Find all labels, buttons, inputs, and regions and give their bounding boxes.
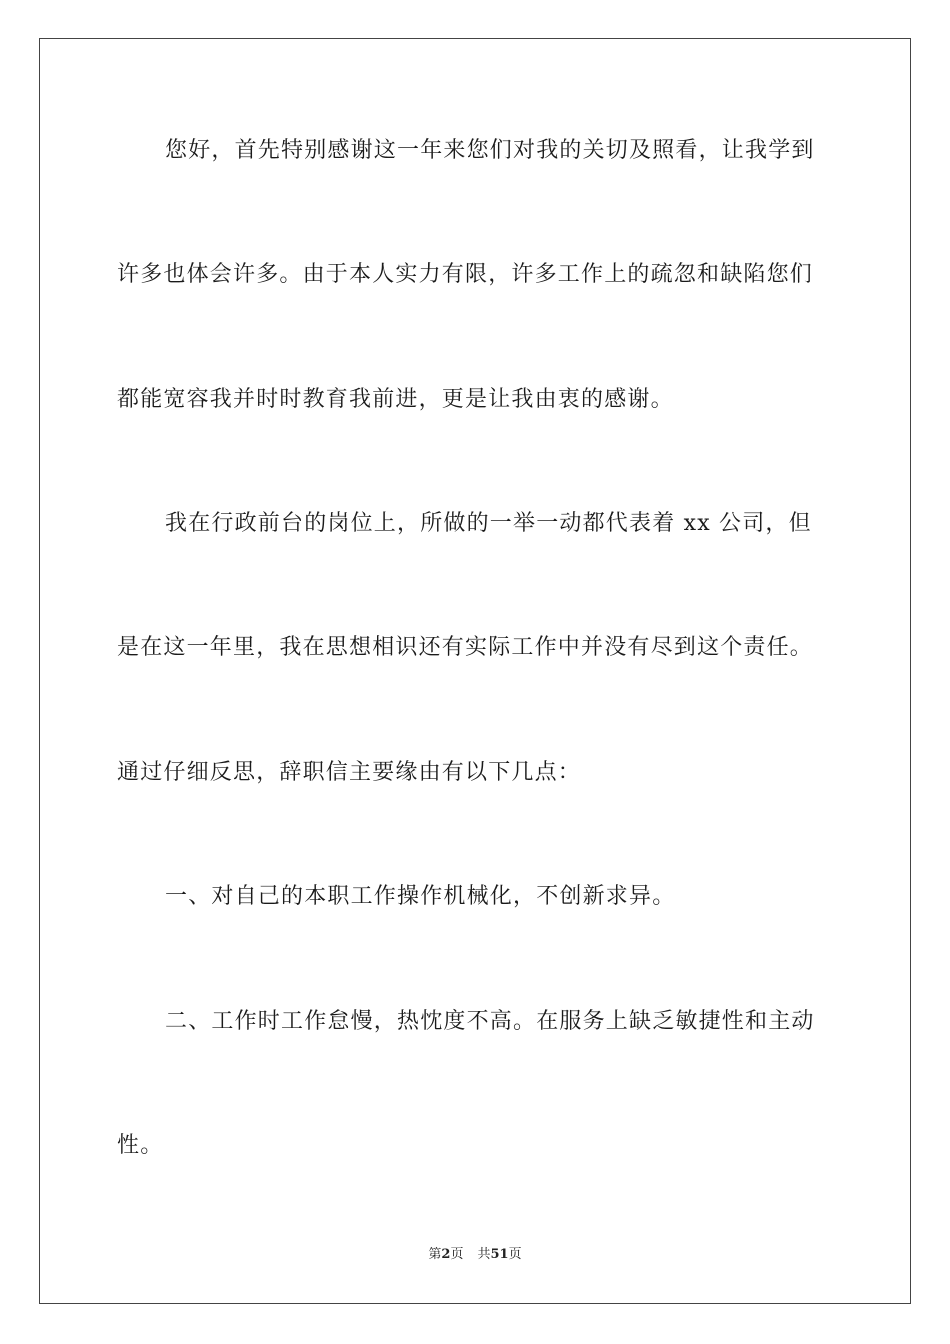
body-line-7: 一、对自己的本职工作操作机械化，不创新求异。 <box>165 884 676 909</box>
body-line-6: 通过仔细反思，辞职信主要缘由有以下几点： <box>117 760 582 785</box>
page-footer <box>0 1246 950 1264</box>
page-border <box>39 38 911 1304</box>
body-line-3: 都能宽容我并时时教育我前进，更是让我由衷的感谢。 <box>117 387 674 412</box>
page-suffix: 页 <box>450 1247 464 1262</box>
page-number: 2 <box>441 1247 451 1262</box>
body-line-2: 许多也体会许多。由于本人实力有限，许多工作上的疏忽和缺陷您们 <box>117 262 814 287</box>
body-line-4: 我在行政前台的岗位上，所做的一举一动都代表着 xx 公司，但 <box>165 511 812 536</box>
total-suffix: 页 <box>508 1247 522 1262</box>
body-line-8: 二、工作时工作怠慢，热忱度不高。在服务上缺乏敏捷性和主动 <box>165 1009 815 1034</box>
body-line-5: 是在这一年里，我在思想相识还有实际工作中并没有尽到这个责任。 <box>117 635 814 660</box>
body-line-9: 性。 <box>117 1133 164 1158</box>
page-prefix: 第 <box>428 1247 442 1262</box>
body-line-1: 您好，首先特别感谢这一年来您们对我的关切及照看，让我学到 <box>165 138 815 163</box>
total-prefix: 共 <box>477 1247 491 1262</box>
total-pages: 51 <box>490 1247 509 1262</box>
